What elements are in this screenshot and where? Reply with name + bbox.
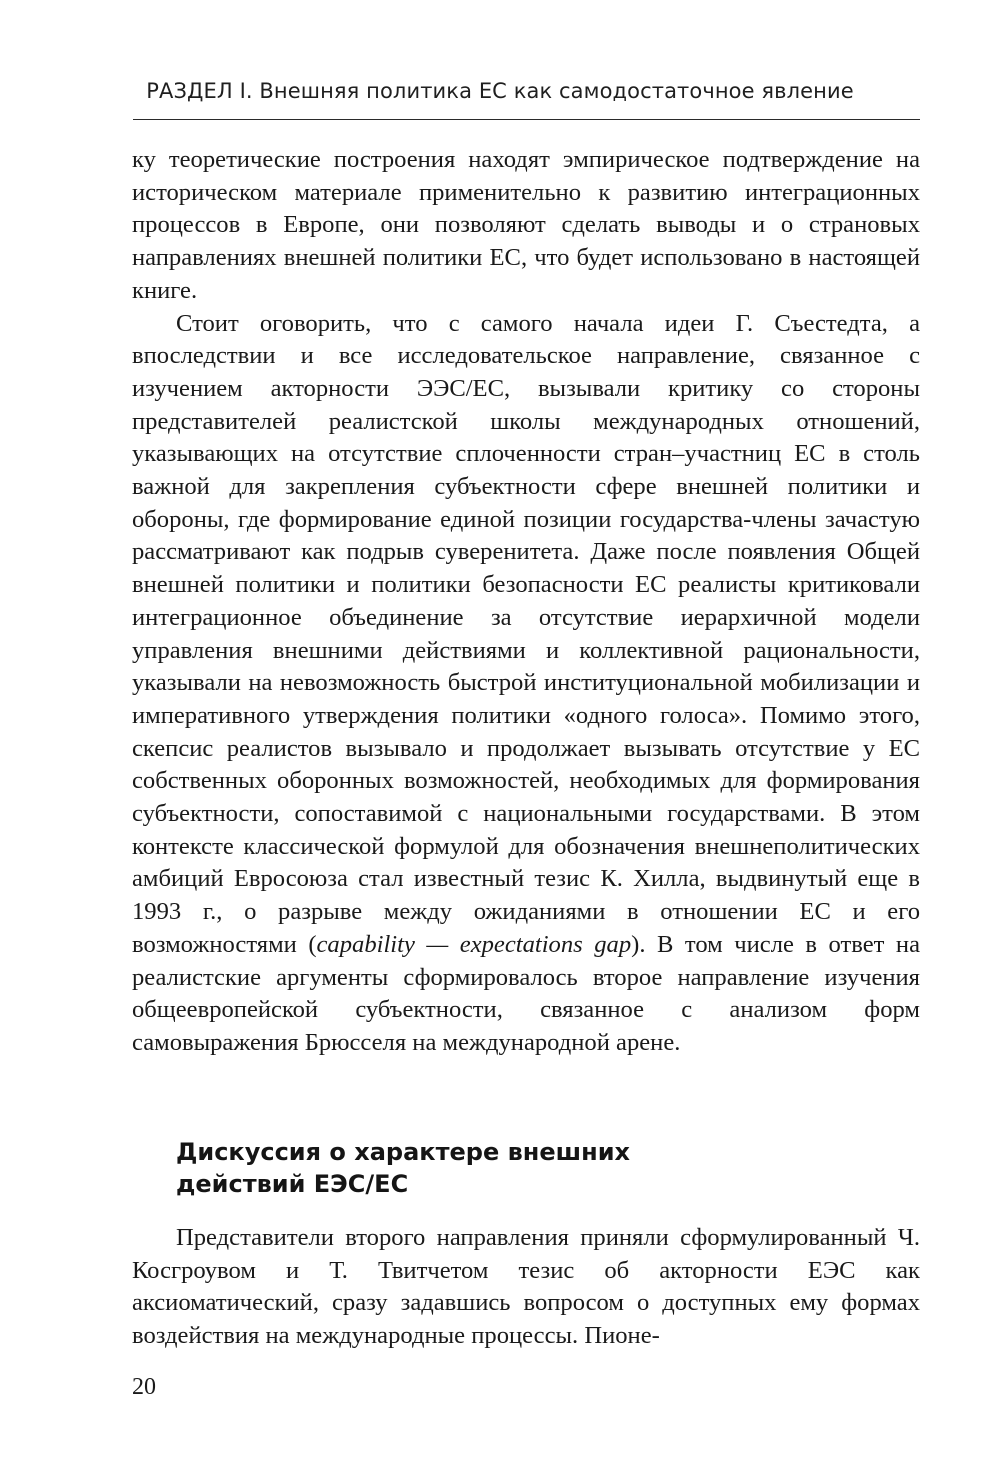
paragraph-criticism-text-2: ). В том числе в ответ на реалистские аргументы сформировалось второе направление изучения общеевропейской субъектности, связанное с анализом форм самовыражения Брюсселя на международной арене. [132,930,920,1056]
paragraph-second-direction: Представители второго направления приняли сформулированный Ч. Косгроувом и Т. Твитчетом тезис об акторности ЕЭС как аксиоматический, сразу задавшись вопросом о доступных ему формах воздействия на международные процессы. Пионе- [132,1224,920,1350]
paragraph-criticism-italic-term: capability — expectations gap [316,930,632,958]
paragraph-criticism-text-1: Стоит оговорить, что с самого начала идеи Г. Съестедта, а впоследствии и все исследовательское направление, связанное с изучением акторности ЭЭС/ЕС, вызывали критику со стороны представителей реалистской школы международных отношений, указывающих на отсутствие сплоченности стран–участниц ЕС в столь важной для закрепления субъектности сфере внешней политики и обороны, где формирование единой позиции государства-члены зачастую рассматривают как подрыв суверенитета. Даже после появления Общей внешней политики и политики безопасности ЕС реалисты критиковали интеграционное объединение за отсутствие иерархичной модели управления внешними действиями и коллективной рациональности, указывали на невозможность быстрой институциональной мобилизации и императивного утверждения политики «одного голоса». Помимо этого, скепсис реалистов вызывало и продолжает вызывать отсутствие у ЕС собственных оборонных возможностей, необходимых для формирования субъектности, сопоставимой с национальными государствами. В этом контексте классической формулой для обозначения внешнеполитических амбиций Евросоюза стал известный тезис К. Хилла, выдвинутый еще в 1993 г., о разрыве между ожиданиями в отношении ЕС и его возможностями ( [132,309,920,958]
paragraph-criticism [132,308,920,1060]
section-heading-line-2: действий ЕЭС/ЕС [176,1170,409,1198]
section-heading [176,1136,876,1200]
body-text-lower [132,1222,920,1353]
header-rule [133,119,920,120]
running-head: РАЗДЕЛ I. Внешняя политика ЕС как самодостаточное явление [146,79,854,103]
page-number: 20 [132,1374,156,1400]
body-text-upper [132,144,920,1060]
section-heading-line-1: Дискуссия о характере внешних [176,1138,630,1166]
paragraph-continuation: ку теоретические построения находят эмпирическое подтверждение на историческом материале применительно к развитию интеграционных процессов в Европе, они позволяют сделать выводы и о страновых направлениях внешней политики ЕС, что будет использовано в настоящей книге. [132,146,920,304]
